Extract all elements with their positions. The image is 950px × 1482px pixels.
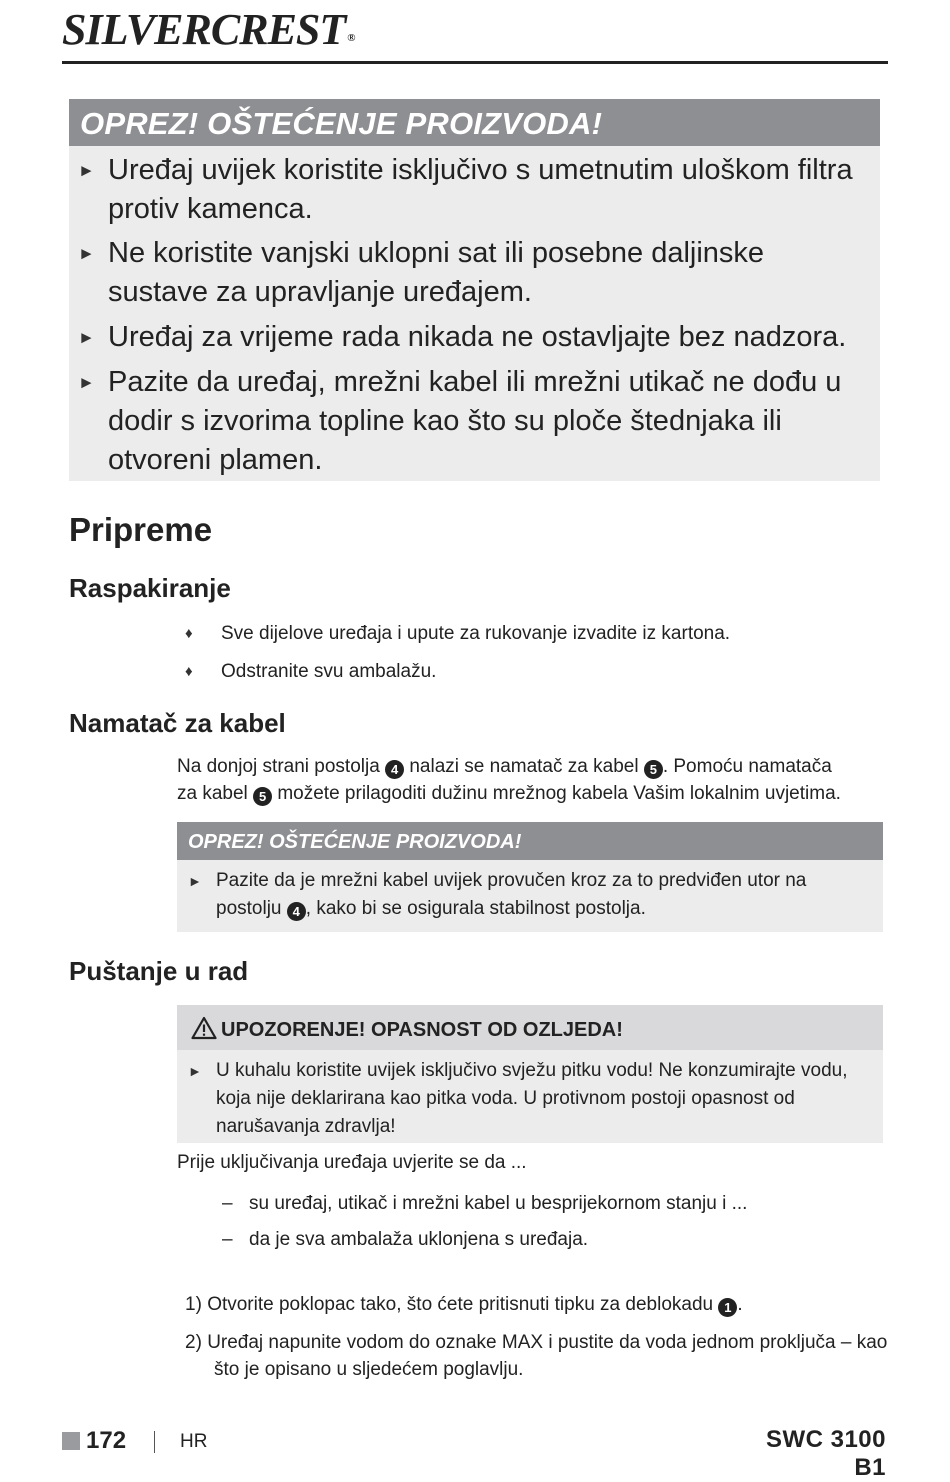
language-code: HR	[180, 1431, 208, 1452]
heading-unpacking: Raspakiranje	[69, 573, 231, 603]
footer-separator	[154, 1431, 155, 1453]
ref-number-icon: 1	[718, 1298, 737, 1317]
arrow-right-icon: ►	[188, 1063, 202, 1079]
arrow-right-icon: ►	[78, 373, 95, 392]
caution-box-cable	[177, 822, 883, 932]
check-item: – su uređaj, utikač i mrežni kabel u besprijekornom stanju i ...	[222, 1193, 748, 1214]
arrow-right-icon: ►	[188, 873, 202, 889]
brand-logo: SILVERCREST ®	[62, 5, 355, 54]
warning-item: ► U kuhalu koristite uvijek isključivo svježu pitku vodu! Ne konzumirajte vodu, koja nije deklarirana kao pitka voda. U protivnom postoji opasnost od narušavanja zdravlja!	[216, 1057, 866, 1141]
caution-item: ► Ne koristite vanjski uklopni sat ili posebne daljinske sustave za upravljanje uređajem.	[108, 234, 868, 312]
ref-number-icon: 4	[385, 760, 404, 779]
heading-cable-winder: Namatač za kabel	[69, 708, 286, 738]
arrow-right-icon: ►	[78, 161, 95, 180]
caution-item: ► Uređaj za vrijeme rada nikada ne ostavljajte bez nadzora.	[108, 318, 868, 357]
footer-square-marker	[62, 1432, 80, 1450]
model-number: SWC 3100 B1	[765, 1426, 886, 1481]
paragraph-cable-winder: Na donjoj strani postolja 4 nalazi se namatač za kabel 5 . Pomoću namatača za kabel 5 možete prilagoditi dužinu mrežnog kabela Vašim lokalnim uvjetima.	[177, 756, 841, 804]
list-item: ♦ Odstranite svu ambalažu.	[185, 661, 437, 682]
caution-title: OPREZ! OŠTEĆENJE PROIZVODA!	[177, 822, 883, 860]
arrow-right-icon: ►	[78, 328, 95, 347]
caution-item: ► Pazite da uređaj, mrežni kabel ili mrežni utikač ne dođu u dodir s izvorima topline kao što su ploče štednjaka ili otvoreni plamen.	[108, 363, 868, 480]
warning-title: UPOZORENJE! OPASNOST OD OZLJEDA!	[221, 1019, 623, 1041]
page-number: 172	[86, 1427, 127, 1454]
caution-title: OPREZ! OŠTEĆENJE PROIZVODA!	[69, 99, 880, 146]
startup-intro: Prije uključivanja uređaja uvjerite se da ...	[177, 1152, 527, 1173]
caution-box-main	[69, 99, 880, 481]
heading-startup: Puštanje u rad	[69, 956, 249, 986]
arrow-right-icon: ►	[78, 244, 95, 263]
diamond-bullet-icon: ♦	[185, 625, 193, 642]
diamond-bullet-icon: ♦	[185, 663, 193, 680]
warning-header	[177, 1005, 883, 1050]
step-item: 1) Otvorite poklopac tako, što ćete pritisnuti tipku za deblokadu 1 .	[185, 1294, 743, 1315]
ref-number-icon: 5	[253, 787, 272, 806]
ref-number-icon: 4	[287, 902, 306, 921]
list-item: ♦ Sve dijelove uređaja i upute za rukovanje izvadite iz kartona.	[185, 623, 731, 644]
section-title: Pripreme	[69, 511, 213, 548]
warning-box	[177, 1005, 883, 1143]
step-item: 2) Uređaj napunite vodom do oznake MAX i pustite da voda jednom proključa – kao što je opisano u sljedećem poglavlju.	[185, 1332, 888, 1380]
ref-number-icon: 5	[644, 760, 663, 779]
header-rule	[62, 61, 888, 64]
caution-item: ► Uređaj uvijek koristite isključivo s umetnutim uloškom filtra protiv kamenca.	[108, 151, 868, 229]
caution-item: ► Pazite da je mrežni kabel uvijek provučen kroz za to predviđen utor na postolju 4 , kako bi se osigurala stabilnost postolja.	[216, 867, 866, 923]
check-item: – da je sva ambalaža uklonjena s uređaja.	[222, 1229, 589, 1250]
warning-triangle-icon	[191, 1016, 217, 1040]
